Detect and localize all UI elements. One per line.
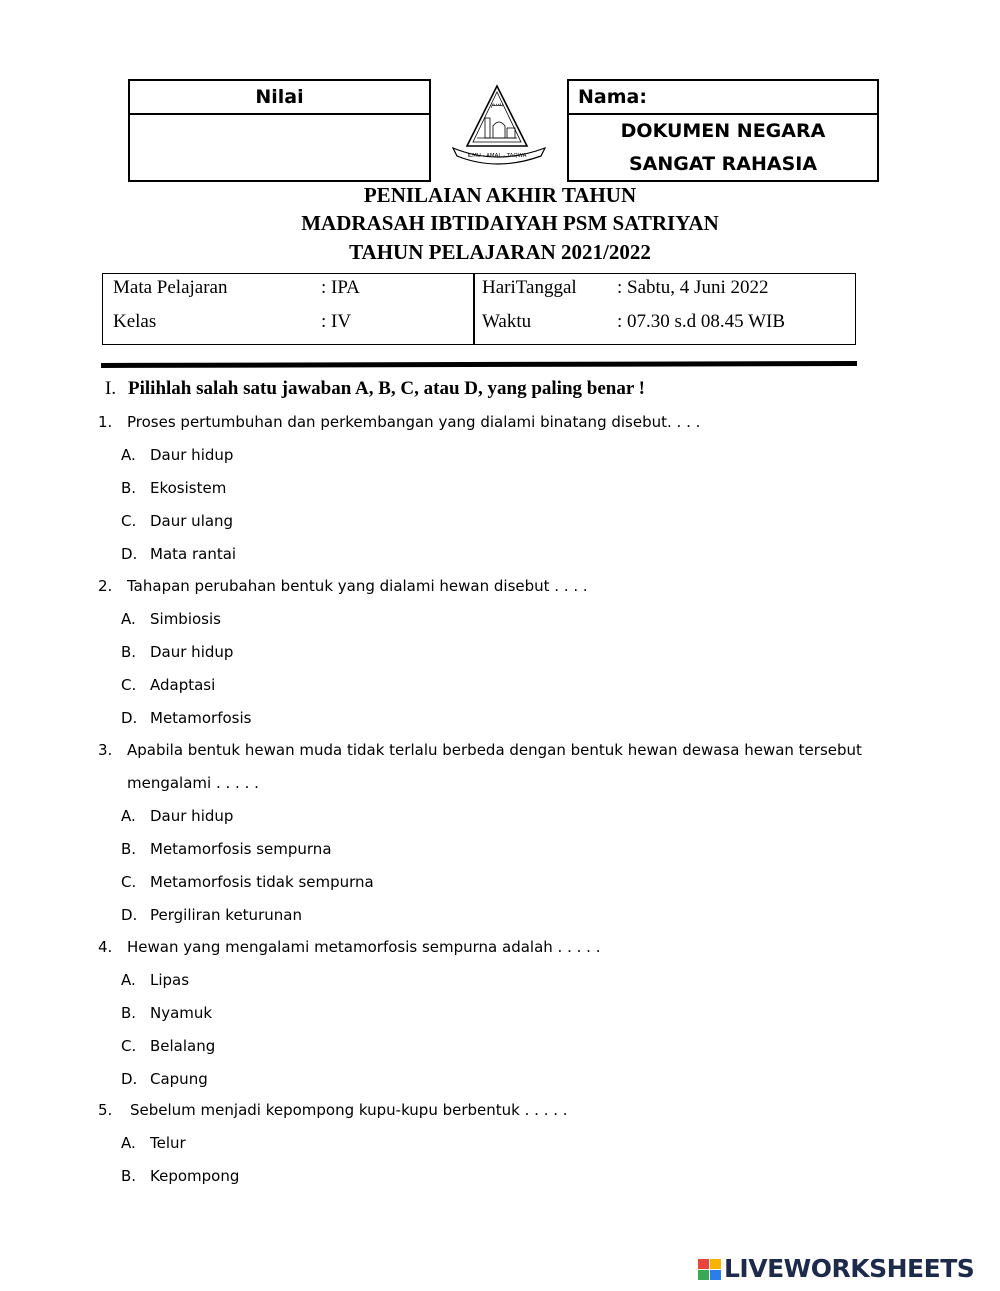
hari-label: HariTanggal xyxy=(482,277,577,298)
logo-motto-text: ILMU · AMAL · TAQWA xyxy=(467,153,527,159)
question-number: 3. xyxy=(98,741,113,759)
answer-option[interactable] xyxy=(121,545,521,565)
exam-title: PENILAIAN AKHIR TAHUN xyxy=(363,183,637,207)
option-text: Mata rantai xyxy=(150,545,237,563)
option-letter: D. xyxy=(121,545,138,563)
option-text: Belalang xyxy=(150,1037,216,1055)
info-table xyxy=(102,273,856,345)
question-number: 1. xyxy=(98,413,113,431)
question-number: 5. xyxy=(98,1101,113,1119)
option-text: Kepompong xyxy=(150,1167,240,1185)
option-text: Metamorfosis xyxy=(150,709,252,727)
dokumen-line1: DOKUMEN NEGARA xyxy=(620,120,826,142)
kelas-value: : IV xyxy=(321,311,352,332)
option-letter: D. xyxy=(121,709,138,727)
option-text: Metamorfosis tidak sempurna xyxy=(150,873,374,891)
answer-option[interactable] xyxy=(121,676,521,696)
question-text: Proses pertumbuhan dan perkembangan yang dialami binatang disebut. . . . xyxy=(127,413,701,431)
liveworksheets-brand[interactable]: LIVEWORKSHEETS xyxy=(724,1254,975,1283)
mapel-value: : IPA xyxy=(321,277,360,298)
option-letter: D. xyxy=(121,1070,138,1088)
option-text: Nyamuk xyxy=(150,1004,213,1022)
section-instruction: Pilihlah salah satu jawaban A, B, C, atau D, yang paling benar ! xyxy=(128,378,645,399)
option-text: Telur xyxy=(150,1134,186,1152)
option-letter: B. xyxy=(121,479,137,497)
mapel-label: Mata Pelajaran xyxy=(113,277,228,298)
liveworksheets-icon xyxy=(698,1259,722,1281)
answer-option[interactable] xyxy=(121,971,521,991)
answer-option[interactable] xyxy=(121,512,521,532)
option-letter: B. xyxy=(121,1004,137,1022)
waktu-value: : 07.30 s.d 08.45 WIB xyxy=(617,311,786,332)
school-logo xyxy=(447,82,551,168)
section-number: I. xyxy=(105,378,117,399)
option-letter: C. xyxy=(121,512,137,530)
answer-option[interactable] xyxy=(121,807,521,827)
option-text: Simbiosis xyxy=(150,610,221,628)
option-letter: B. xyxy=(121,643,137,661)
answer-option[interactable] xyxy=(121,1167,521,1187)
answer-option[interactable] xyxy=(121,643,521,663)
answer-option[interactable] xyxy=(121,479,521,499)
option-letter: C. xyxy=(121,1037,137,1055)
option-text: Capung xyxy=(150,1070,208,1088)
question-text: Sebelum menjadi kepompong kupu-kupu berbentuk . . . . . xyxy=(130,1101,568,1119)
svg-text:بسم: بسم xyxy=(490,100,504,108)
school-name: MADRASAH IBTIDAIYAH PSM SATRIYAN xyxy=(301,211,719,235)
answer-option[interactable] xyxy=(121,840,521,860)
option-letter: B. xyxy=(121,840,137,858)
option-letter: A. xyxy=(121,610,136,628)
answer-option[interactable] xyxy=(121,906,521,926)
answer-option[interactable] xyxy=(121,1134,521,1154)
dokumen-line2: SANGAT RAHASIA xyxy=(628,153,818,175)
nama-label[interactable]: Nama: xyxy=(569,81,877,115)
answer-option[interactable] xyxy=(121,446,521,466)
option-text: Daur hidup xyxy=(150,807,234,825)
divider xyxy=(101,361,857,368)
option-text: Adaptasi xyxy=(150,676,216,694)
school-year: TAHUN PELAJARAN 2021/2022 xyxy=(349,240,651,264)
kelas-label: Kelas xyxy=(113,311,157,332)
question-text: Tahapan perubahan bentuk yang dialami hewan disebut . . . . xyxy=(127,577,588,595)
nilai-box xyxy=(128,79,431,182)
option-letter: B. xyxy=(121,1167,137,1185)
option-text: Daur ulang xyxy=(150,512,234,530)
waktu-label: Waktu xyxy=(482,311,532,332)
answer-option[interactable] xyxy=(121,873,521,893)
question-text: Apabila bentuk hewan muda tidak terlalu berbeda dengan bentuk hewan dewasa hewan tersebut xyxy=(127,741,862,759)
option-text: Metamorfosis sempurna xyxy=(150,840,332,858)
option-letter: A. xyxy=(121,1134,136,1152)
question-text-continued: mengalami . . . . . xyxy=(127,774,259,792)
answer-option[interactable] xyxy=(121,1037,521,1057)
answer-option[interactable] xyxy=(121,1070,521,1090)
liveworksheets-logo xyxy=(698,1256,993,1284)
option-letter: A. xyxy=(121,971,136,989)
option-letter: A. xyxy=(121,807,136,825)
option-text: Lipas xyxy=(150,971,190,989)
answer-option[interactable] xyxy=(121,610,521,630)
option-text: Daur hidup xyxy=(150,446,234,464)
question-number: 2. xyxy=(98,577,113,595)
hari-value: : Sabtu, 4 Juni 2022 xyxy=(617,277,769,298)
option-letter: C. xyxy=(121,873,137,891)
option-letter: A. xyxy=(121,446,136,464)
nilai-label: Nilai xyxy=(130,81,429,115)
question-text: Hewan yang mengalami metamorfosis sempurna adalah . . . . . xyxy=(127,938,601,956)
option-text: Daur hidup xyxy=(150,643,234,661)
nama-box xyxy=(567,79,879,182)
option-letter: D. xyxy=(121,906,138,924)
answer-option[interactable] xyxy=(121,1004,521,1024)
answer-option[interactable] xyxy=(121,709,521,729)
nilai-score-field[interactable] xyxy=(130,115,429,180)
option-text: Ekosistem xyxy=(150,479,227,497)
question-number: 4. xyxy=(98,938,113,956)
option-letter: C. xyxy=(121,676,137,694)
option-text: Pergiliran keturunan xyxy=(150,906,302,924)
